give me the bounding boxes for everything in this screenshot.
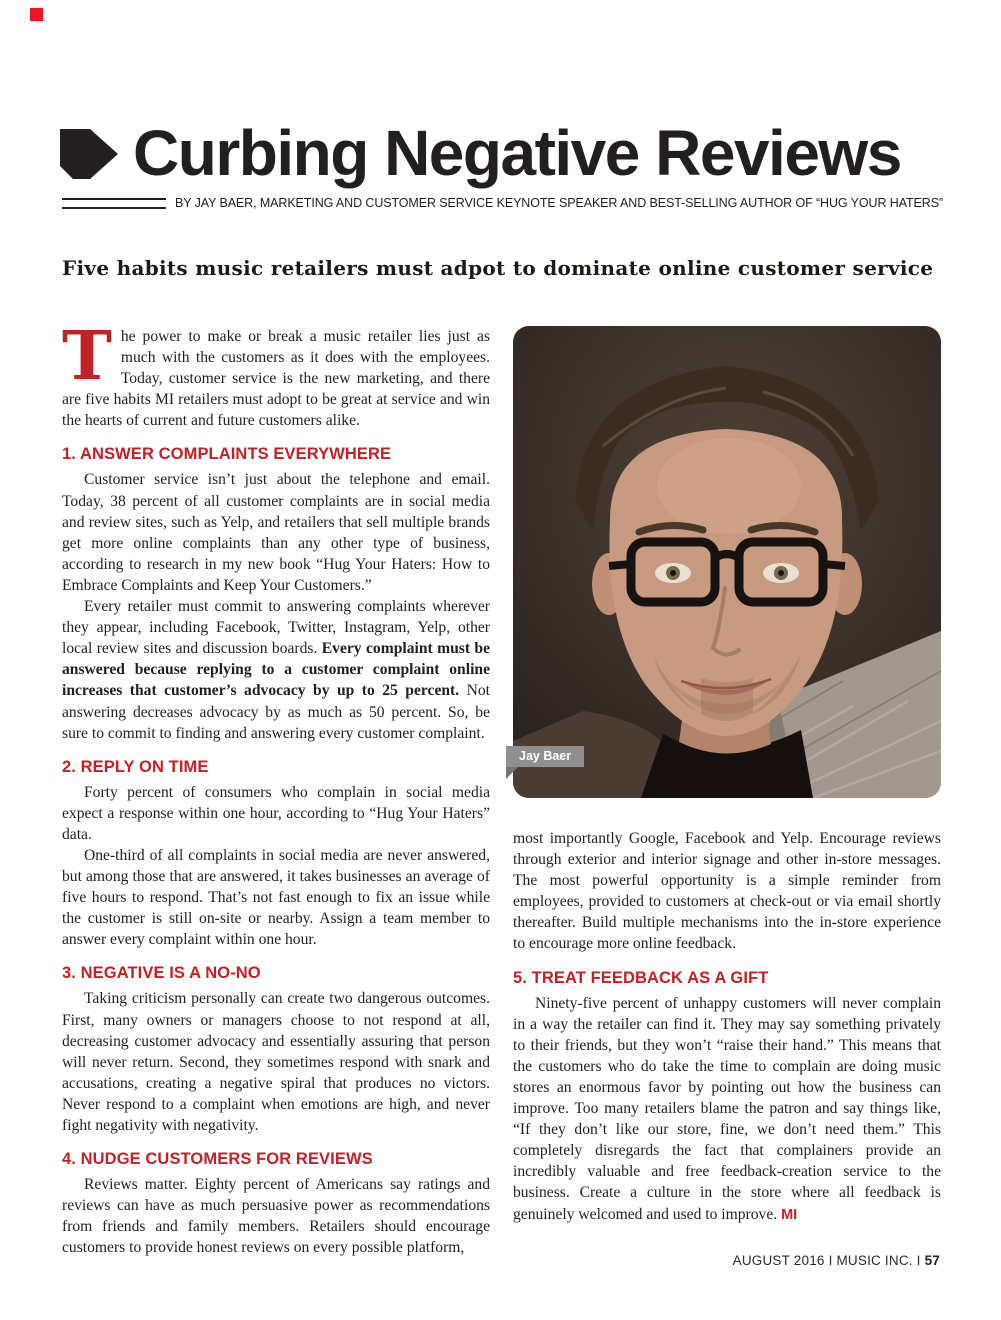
section-heading: 1. ANSWER COMPLAINTS EVERYWHERE xyxy=(62,445,392,464)
drop-cap: T xyxy=(62,316,112,395)
article-subtitle: Five habits music retailers must adpot to dominate online customer service xyxy=(62,256,934,280)
article-body xyxy=(62,316,941,1258)
paragraph xyxy=(513,828,941,955)
section-heading: 2. REPLY ON TIME xyxy=(62,757,209,776)
page-title: Curbing Negative Reviews xyxy=(133,117,901,189)
left-column xyxy=(62,316,490,1258)
byline: BY JAY BAER, MARKETING AND CUSTOMER SERVICE KEYNOTE SPEAKER AND BEST-SELLING AUTHOR OF “HUG YOUR HATERS” xyxy=(174,196,943,210)
right-column-text xyxy=(513,828,941,1226)
page-footer xyxy=(733,1253,940,1268)
text-run: Not answering decreases advocacy by as much as 50 percent. So, be sure to commit to finding and answering every customer complaint. xyxy=(62,682,490,742)
text-run: Taking criticism personally can create two dangerous outcomes. First, many owners or managers choose to not respond at all, decreasing customer advocacy and essentially assuring that person will never return. Second, they sometimes respond with snark and accusations, creating a negative spiral that produces no victors. Never respond to a complaint when emotions are high, and never fight negativity with negativity. xyxy=(62,990,490,1134)
masthead xyxy=(60,116,941,190)
text-run: most importantly Google, Facebook and Yelp. Encourage reviews through exterior and interior signage and other in-store messages. The most powerful opportunity is a simple reminder from employees, provided to customers at check-out or via email shortly thereafter. Build multiple mechanisms into the in-store experience to encourage more online feedback. xyxy=(513,830,941,953)
arrow-right-icon xyxy=(60,129,118,184)
intro-paragraph xyxy=(62,316,490,431)
text-run: Every complaint must be answered because replying to a customer complaint online increases that customer’s advocacy by up to 25 percent. xyxy=(62,640,490,700)
section-heading: 3. NEGATIVE IS A NO-NO xyxy=(62,964,261,983)
paragraph xyxy=(513,993,941,1226)
section-heading: 4. NUDGE CUSTOMERS FOR REVIEWS xyxy=(62,1150,373,1169)
footer-label: AUGUST 2016 I MUSIC INC. I xyxy=(732,1253,921,1268)
paragraph xyxy=(62,988,490,1136)
section-heading: 5. TREAT FEEDBACK AS A GIFT xyxy=(513,968,769,987)
right-column xyxy=(513,326,941,1258)
text-run: Customer service isn’t just about the telephone and email. Today, 38 percent of all customer complaints are in social media and review sites, such as Yelp, and retailers that sell multiple brands get more online complaints than any other type of business, according to research in my new book “Hug Your Haters: How to Embrace Complaints and Keep Your Customers.” xyxy=(62,471,490,594)
photo-caption: Jay Baer xyxy=(506,746,584,767)
end-mark: MI xyxy=(781,1206,798,1223)
paragraph xyxy=(62,469,490,596)
text-run: Ninety-five percent of unhappy customers will never complain in a way the retailer can find it. They may say something privately to their friends, but they won’t “raise their hand.” This means that the customers who do take the time to complain are doing music stores an enormous favor by pointing out how the business can improve. Too many retailers blame the patron and say things like, “If they don’t like our store, fine, we don’t need them.” This completely disregards the fact that complainers provide an incredibly valuable and free feedback-creation service to the business. Create a culture in the store where all feedback is genuinely welcomed and used to improve. xyxy=(513,994,941,1223)
text-run: Every retailer must commit to answering complaints wherever they appear, including Facebook, Twitter, Instagram, Yelp, other local review sites and discussion boards. xyxy=(62,598,490,658)
jay-baer-photo xyxy=(513,326,941,798)
text-run: Forty percent of consumers who complain in social media expect a response within one hour, according to “Hug Your Haters” data. xyxy=(62,783,490,843)
portrait-illustration xyxy=(513,326,941,798)
paragraph xyxy=(62,1174,490,1258)
text-run: One-third of all complaints in social media are never answered, but among those that are answered, it takes businesses an average of five hours to respond. That’s not fast enough to fix an issue while the customer is still on-site or nearby. Assign a team member to answer every complaint within one hour. xyxy=(62,846,490,949)
page-number: 57 xyxy=(924,1253,940,1268)
paragraph xyxy=(62,845,490,950)
byline-row xyxy=(62,196,943,210)
double-rule xyxy=(62,198,166,209)
red-corner-marker xyxy=(30,8,43,21)
text-run: Reviews matter. Eighty percent of Americans say ratings and reviews can have as much persuasive power as recommendations from friends and family members. Retailers should encourage customers to provide honest reviews on every possible platform, xyxy=(62,1176,490,1257)
text-run: he power to make or break a music retailer lies just as much with the customers as it does with the employees. Today, customer service is the new marketing, and there are five habits MI retailers must adopt to be great at service and win the hearts of current and future customers alike. xyxy=(62,328,490,430)
paragraph xyxy=(62,782,490,845)
paragraph xyxy=(62,596,490,744)
